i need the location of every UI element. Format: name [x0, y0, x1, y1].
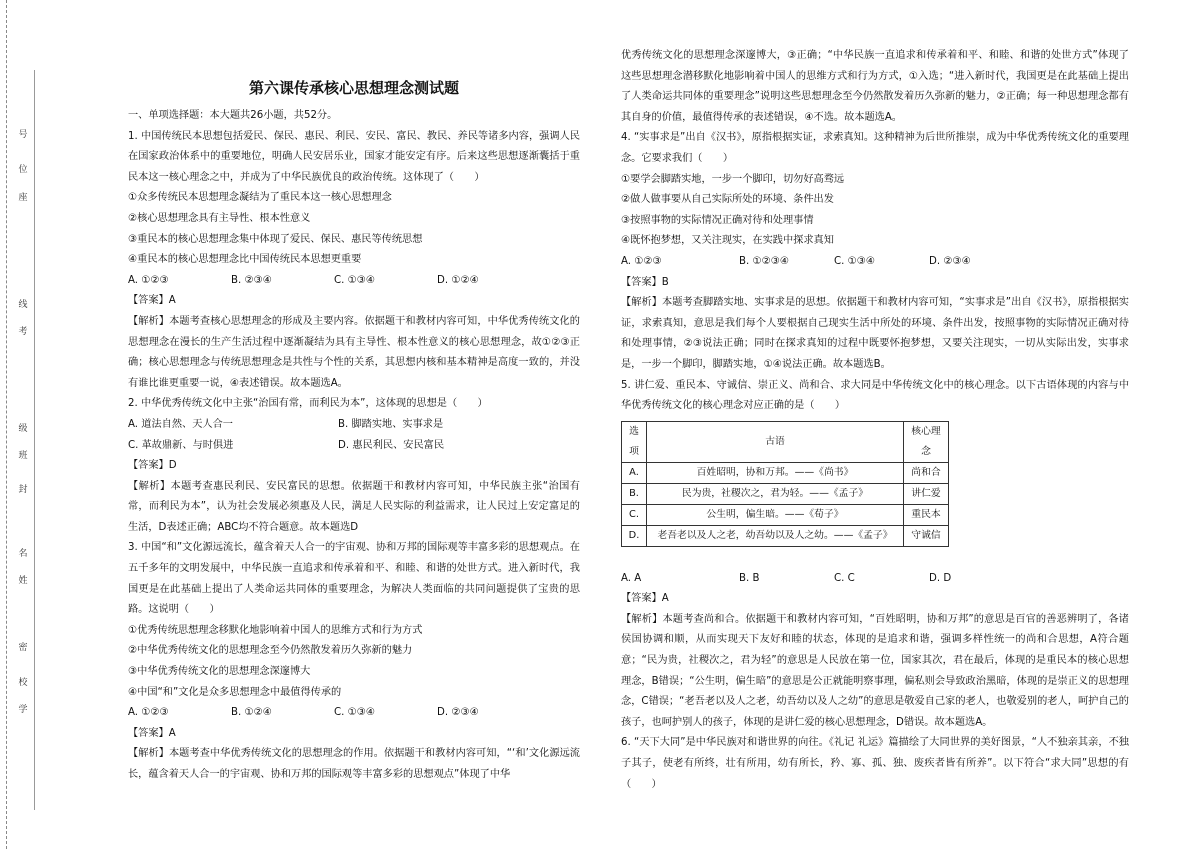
table-header: 核心理念 [904, 421, 949, 462]
page-title: 第六课传承核心思想理念测试题 [248, 79, 459, 97]
table-header-row [622, 421, 949, 462]
table-cell: D. [622, 525, 647, 546]
option: C. ①③④ [334, 707, 375, 719]
statement-item: ④既怀抱梦想，又关注现实，在实践中探求真知 [621, 235, 834, 247]
table-cell: 守诚信 [904, 525, 949, 546]
option: B. ①②③④ [739, 255, 789, 267]
table-cell: 尚和合 [904, 462, 949, 483]
option: D. 惠民利民、安民富民 [338, 439, 445, 451]
option: D. ②③④ [437, 707, 479, 719]
table-cell: 重民本 [904, 504, 949, 525]
option: C. ①③④ [834, 255, 875, 267]
answer-options [621, 569, 1129, 590]
option: A. A [621, 572, 642, 584]
seal-label: 位 [18, 165, 28, 175]
table-row [622, 462, 949, 483]
answer-key: 【答案】A [128, 727, 176, 739]
statement-item: ④重民本的核心思想理念比中国传统民本思想更重要 [128, 254, 362, 266]
seal-label: 校 [18, 678, 28, 688]
statement-item: ③中华优秀传统文化的思想理念深邃博大 [128, 666, 311, 678]
option: A. ①②③ [128, 274, 169, 286]
right-column [621, 46, 1129, 795]
statement-item: ②核心思想理念具有主导性、根本性意义 [128, 212, 311, 224]
table-cell: 老吾老以及人之老，幼吾幼以及人之幼。——《孟子》 [647, 525, 904, 546]
analysis-text: 优秀传统文化的思想理念深邃博大，③正确；“中华民族一直追求和传承着和平、和睦、和谐的处世方式”体现了这些思想理念潜移默化地影响着中国人的思维方式和行为方式，①入选；“进入新时代，我国更是在此基础上提出了人类命运共同体的重要理念”说明这些思想理念至今仍然散发着历久弥新的魅力，②正确；每一种思想理念都有其自身的价值，最值得传承的表述错误，④不选。故本题选A。 [621, 50, 1129, 123]
analysis-text: 【解析】本题考查核心思想理念的形成及主要内容。依据题干和教材内容可知，中华优秀传统文化的思想理念在漫长的生产生活过程中逐渐凝结为具有主导性、根本性意义的核心思想理念，故①②③正确；核心思想理念与传统思想理念是共性与个性的关系，其思想内核和基本精神是高度一致的，并没有谁比谁更重要一说，④表述错误。故本题选A。 [128, 315, 580, 389]
question-stem: 3. 中国“和”文化源远流长，蕴含着天人合一的宇宙观、协和万邦的国际观等丰富多彩的思想观点。在五千多年的文明发展中，中华民族一直追求和传承着和平、和睦、和谐的处世方式。进入新时代，我国更是在此基础上提出了人类命运共同体的重要理念，为解决人类面临的共同问题提供了宝贵的思路。这说明（ ） [128, 542, 580, 616]
section-heading: 一、单项选择题：本大题共26小题，共52分。 [128, 110, 338, 121]
analysis-text: 【解析】本题考查中华优秀传统文化的思想理念的作用。依据题干和教材内容可知，“‘和’文化源远流长，蕴含着天人合一的宇宙观、协和万邦的国际观等丰富多彩的思想观点”体现了中华 [128, 748, 580, 780]
quote-table [621, 421, 949, 547]
table-cell: C. [622, 504, 647, 525]
option: A. 道法自然、天人合一 [128, 418, 233, 430]
table-cell: 民为贵，社稷次之，君为轻。——《孟子》 [647, 483, 904, 504]
seal-label: 考 [18, 327, 28, 337]
seal-label: 姓 [18, 576, 28, 586]
question-stem: 5. 讲仁爱、重民本、守诚信、崇正义、尚和合、求大同是中华传统文化中的核心理念。以下古语体现的内容与中华优秀传统文化的核心理念对应正确的是（ ） [621, 379, 1129, 412]
seal-label: 线 [18, 300, 28, 310]
option: D. D [929, 572, 952, 584]
option: B. 脚踏实地、实事求是 [338, 418, 444, 430]
table-cell: 公生明，偏生暗。——《荀子》 [647, 504, 904, 525]
table-row [622, 483, 949, 504]
seal-label: 班 [18, 451, 28, 461]
answer-key: 【答案】D [128, 460, 177, 472]
answer-options [128, 703, 580, 724]
table-header: 古语 [647, 421, 904, 462]
seal-label: 名 [18, 549, 28, 559]
option: A. ①②③ [621, 255, 662, 267]
table-cell: B. [622, 483, 647, 504]
table-cell: A. [622, 462, 647, 483]
seal-label: 学 [18, 705, 28, 715]
table-cell: 百姓昭明，协和万邦。——《尚书》 [647, 462, 904, 483]
option: B. B [739, 572, 760, 584]
option: B. ②③④ [231, 274, 272, 286]
table-row [622, 525, 949, 546]
statement-item: ①众多传统民本思想理念凝结为了重民本这一核心思想理念 [128, 192, 392, 204]
seal-label: 号 [18, 130, 28, 140]
option: D. ②③④ [929, 255, 971, 267]
option: D. ①②④ [437, 274, 479, 286]
statement-item: ④中国“和”文化是众多思想理念中最值得传承的 [128, 686, 342, 698]
statement-item: ②做人做事要从自己实际所处的环境、条件出发 [621, 194, 834, 206]
question-stem: 1. 中国传统民本思想包括爱民、保民、惠民、利民、安民、富民、教民、养民等诸多内容，强调人民在国家政治体系中的重要地位，明确人民安居乐业，国家才能安定有序。后来这些思想逐渐囊括于重民本这一核心理念之中，并成为了中华民族优良的政治传统。这体现了（ ） [128, 130, 580, 183]
statement-item: ③按照事物的实际情况正确对待和处理事情 [621, 214, 814, 226]
option: C. ①③④ [334, 274, 375, 286]
question-stem: 4. “实事求是”出自《汉书》，原指根据实证，求索真知。这种精神为后世所推崇，成为中华优秀传统文化的重要理念。它要求我们（ ） [621, 132, 1129, 164]
option: B. ①②④ [231, 707, 272, 719]
statement-item: ②中华优秀传统文化的思想理念至今仍然散发着历久弥新的魅力 [128, 645, 413, 657]
table-header: 选项 [622, 421, 647, 462]
left-column [128, 46, 580, 786]
question-stem: 6. “天下大同”是中华民族对和谐世界的向往。《礼记 礼运》篇描绘了大同世界的美好图景，“人不独亲其亲，不独子其子，使老有所终，壮有所用，幼有所长，矜、寡、孤、独、废疾者皆有所养”。以下符合“求大同”思想的有（ ） [621, 737, 1129, 790]
option: C. C [834, 572, 855, 584]
option: A. ①②③ [128, 707, 169, 719]
statement-item: ①要学会脚踏实地，一步一个脚印，切勿好高骛远 [621, 173, 845, 185]
analysis-text: 【解析】本题考查尚和合。依据题干和教材内容可知，“百姓昭明，协和万邦”的意思是百官的善恶辨明了，各诸侯国协调和顺，从而实现天下友好和睦的状态，体现的是追求和谐，强调多样性统一的尚和合思想，A符合题意；“民为贵，社稷次之，君为轻”的意思是人民放在第一位，国家其次，君在最后，体现的是重民本的核心思想理念，B错误；“公生明，偏生暗”的意思是公正就能明察事理，偏私则会导致政治黑暗，体现的是崇正义的思想理念，C错误；“老吾老以及人之老，幼吾幼以及人之幼”的意思是敬爱自己家的老人，也敬爱别的老人，呵护自己的孩子，也呵护别人的孩子，体现的是讲仁爱的核心思想理念，D错误。故本题选A。 [621, 613, 1129, 728]
table-row [622, 504, 949, 525]
answer-options [128, 436, 580, 457]
seal-label: 级 [18, 424, 28, 434]
answer-options [128, 271, 580, 292]
seal-label: 封 [18, 485, 28, 495]
analysis-text: 【解析】本题考查脚踏实地、实事求是的思想。依据题干和教材内容可知，“实事求是”出自《汉书》，原指根据实证，求索真知，意思是我们每个人要根据自己现实生活中所处的环境、条件出发，按照事物的实际情况正确对待和处理事情，②③说法正确；同时在探求真知的过程中既要怀抱梦想，又要关注现实，一切从实际出发，实事求是，一步一个脚印，脚踏实地，①④说法正确。故本题选B。 [621, 297, 1129, 370]
answer-options [621, 252, 1129, 273]
analysis-text: 【解析】本题考查惠民利民、安民富民的思想。依据题干和教材内容可知，中华民族主张“治国有常，而利民为本”，认为社会发展必须惠及人民，满足人民实际的利益需求，让人民过上安定富足的生活，D表述正确；ABC均不符合题意。故本题选D [128, 480, 580, 533]
seal-label: 座 [18, 193, 28, 203]
table-cell: 讲仁爱 [904, 483, 949, 504]
answer-options [128, 415, 580, 436]
answer-key: 【答案】A [621, 593, 669, 605]
binding-solid-line [34, 70, 35, 810]
answer-key: 【答案】A [128, 295, 176, 307]
question-stem: 2. 中华优秀传统文化中主张“治国有常，而利民为本”，这体现的思想是（ ） [128, 398, 488, 410]
option: C. 革故鼎新、与时俱进 [128, 439, 234, 451]
statement-item: ③重民本的核心思想理念集中体现了爱民、保民、惠民等传统思想 [128, 233, 423, 245]
answer-key: 【答案】B [621, 276, 669, 288]
statement-item: ①优秀传统思想理念移默化地影响着中国人的思维方式和行为方式 [128, 624, 423, 636]
seal-label: 密 [18, 643, 28, 653]
